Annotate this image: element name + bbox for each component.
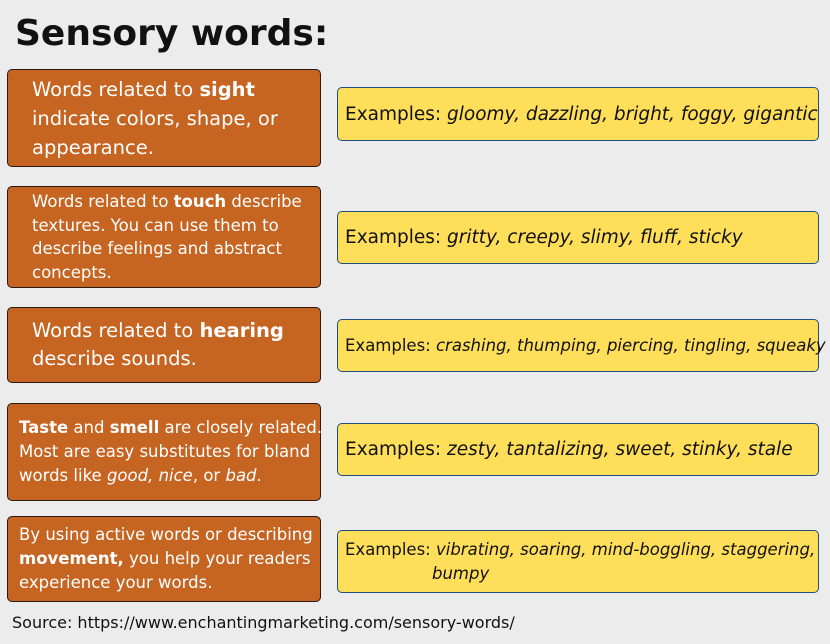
examples-label: Examples: — [345, 336, 436, 355]
examples-label: Examples: — [345, 540, 436, 559]
taste-smell-examples-box — [337, 423, 819, 476]
examples-words: gritty, creepy, slimy, fluff, sticky — [447, 227, 743, 248]
examples-words: vibrating, soaring, mind-boggling, staggering, — [435, 540, 816, 559]
keyword-touch: touch — [173, 192, 227, 211]
sight-examples-box — [337, 87, 819, 141]
keyword-smell: smell — [109, 418, 160, 437]
description-line: Most are easy substitutes for bland — [19, 442, 311, 461]
keyword-taste: Taste — [19, 418, 69, 437]
examples-words: crashing, thumping, piercing, tingling, squeaky — [435, 336, 826, 355]
description-line: describe feelings and abstract — [32, 239, 282, 258]
source-citation: Source: https://www.enchantingmarketing.com/sensory-words/ — [12, 613, 515, 632]
examples-words-continued: bumpy — [432, 564, 490, 583]
description-line: concepts. — [32, 262, 112, 282]
sight-description-box — [7, 69, 321, 167]
description-line: movement, you help your readers — [19, 549, 311, 568]
examples-label: Examples: — [345, 103, 448, 125]
examples-label: Examples: — [345, 227, 448, 248]
examples-words: zesty, tantalizing, sweet, stinky, stale — [447, 439, 793, 460]
taste-smell-description-box — [7, 403, 321, 501]
keyword-sight: sight — [199, 77, 255, 101]
description-line: indicate colors, shape, or — [32, 106, 278, 130]
hearing-description-box — [7, 307, 321, 383]
description-line: textures. You can use them to — [32, 215, 279, 235]
description-line: words like good, nice, or bad. — [19, 466, 262, 485]
movement-examples-box — [337, 530, 819, 593]
description-line: Words related to touch describe — [32, 192, 302, 211]
description-line: Words related to hearing — [32, 319, 284, 342]
hearing-examples-box — [337, 319, 826, 372]
keyword-hearing: hearing — [199, 319, 284, 342]
description-line: appearance. — [32, 135, 154, 159]
description-line: Words related to sight — [32, 77, 255, 101]
touch-description-box — [7, 186, 321, 288]
description-line: By using active words or describing — [19, 525, 313, 544]
description-line: experience your words. — [19, 573, 213, 592]
page-title: Sensory words: — [15, 13, 329, 54]
examples-line — [345, 538, 815, 562]
description-line: Taste and smell are closely related. — [19, 418, 323, 437]
touch-examples-box — [337, 211, 819, 264]
examples-words: gloomy, dazzling, bright, foggy, gigantic — [447, 103, 818, 125]
keyword-movement: movement, — [19, 549, 124, 568]
examples-text — [345, 538, 815, 586]
description-line: describe sounds. — [32, 347, 197, 370]
examples-label: Examples: — [345, 439, 448, 460]
movement-description-box — [7, 516, 321, 602]
